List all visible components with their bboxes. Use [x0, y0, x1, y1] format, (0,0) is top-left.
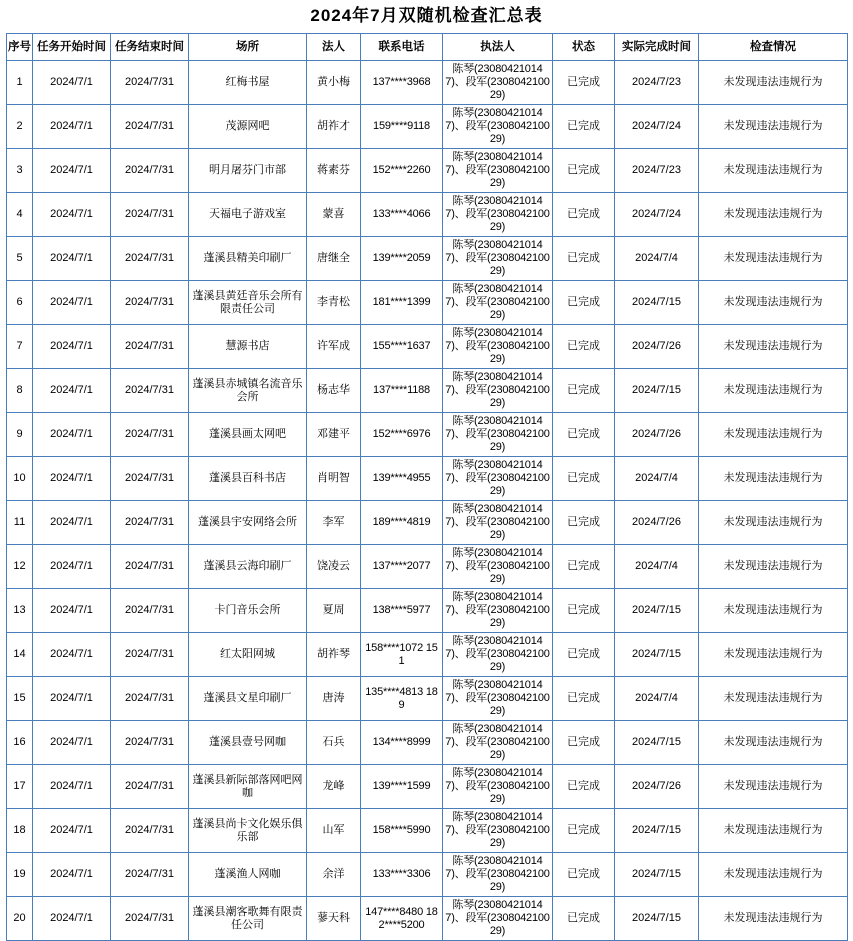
- cell-officer: 陈琴(230804210147)、段军(230804210029): [443, 721, 553, 765]
- table-row: [7, 897, 848, 941]
- cell-finish-time: 2024/7/23: [615, 149, 699, 193]
- cell-start-time: 2024/7/1: [33, 149, 111, 193]
- cell-phone: 155****1637: [361, 325, 443, 369]
- table-row: [7, 149, 848, 193]
- cell-result: 未发现违法违规行为: [699, 633, 848, 677]
- column-header-place: 场所: [189, 34, 307, 61]
- cell-officer: 陈琴(230804210147)、段军(230804210029): [443, 105, 553, 149]
- cell-finish-time: 2024/7/15: [615, 809, 699, 853]
- cell-officer: 陈琴(230804210147)、段军(230804210029): [443, 237, 553, 281]
- cell-officer: 陈琴(230804210147)、段军(230804210029): [443, 369, 553, 413]
- cell-start-time: 2024/7/1: [33, 765, 111, 809]
- cell-place: 红太阳网城: [189, 633, 307, 677]
- cell-legal-person: 石兵: [307, 721, 361, 765]
- cell-place: 红梅书屋: [189, 61, 307, 105]
- cell-end-time: 2024/7/31: [111, 237, 189, 281]
- cell-start-time: 2024/7/1: [33, 105, 111, 149]
- column-header-finish: 实际完成时间: [615, 34, 699, 61]
- table-row: [7, 721, 848, 765]
- cell-legal-person: 杨志华: [307, 369, 361, 413]
- cell-finish-time: 2024/7/26: [615, 325, 699, 369]
- cell-officer: 陈琴(230804210147)、段军(230804210029): [443, 413, 553, 457]
- cell-status: 已完成: [553, 457, 615, 501]
- cell-status: 已完成: [553, 193, 615, 237]
- column-header-end: 任务结束时间: [111, 34, 189, 61]
- cell-end-time: 2024/7/31: [111, 633, 189, 677]
- column-header-phone: 联系电话: [361, 34, 443, 61]
- cell-result: 未发现违法违规行为: [699, 61, 848, 105]
- cell-legal-person: 胡祚才: [307, 105, 361, 149]
- cell-index: 10: [7, 457, 33, 501]
- cell-result: 未发现违法违规行为: [699, 545, 848, 589]
- cell-end-time: 2024/7/31: [111, 61, 189, 105]
- cell-phone: 139****1599: [361, 765, 443, 809]
- cell-finish-time: 2024/7/4: [615, 237, 699, 281]
- cell-index: 13: [7, 589, 33, 633]
- cell-end-time: 2024/7/31: [111, 765, 189, 809]
- cell-phone: 158****5990: [361, 809, 443, 853]
- cell-finish-time: 2024/7/26: [615, 413, 699, 457]
- cell-phone: 135****4813 189: [361, 677, 443, 721]
- cell-result: 未发现违法违规行为: [699, 369, 848, 413]
- cell-result: 未发现违法违规行为: [699, 193, 848, 237]
- table-body: [7, 61, 848, 941]
- cell-index: 16: [7, 721, 33, 765]
- table-row: [7, 193, 848, 237]
- cell-legal-person: 龙峰: [307, 765, 361, 809]
- cell-legal-person: 蓼天科: [307, 897, 361, 941]
- cell-legal-person: 饶凌云: [307, 545, 361, 589]
- cell-start-time: 2024/7/1: [33, 457, 111, 501]
- cell-officer: 陈琴(230804210147)、段军(230804210029): [443, 545, 553, 589]
- cell-status: 已完成: [553, 897, 615, 941]
- cell-finish-time: 2024/7/26: [615, 765, 699, 809]
- cell-legal-person: 蒋素芬: [307, 149, 361, 193]
- cell-place: 蓬溪县云海印刷厂: [189, 545, 307, 589]
- cell-officer: 陈琴(230804210147)、段军(230804210029): [443, 501, 553, 545]
- cell-result: 未发现违法违规行为: [699, 897, 848, 941]
- cell-finish-time: 2024/7/4: [615, 457, 699, 501]
- cell-place: 慧源书店: [189, 325, 307, 369]
- page-title: 2024年7月双随机检查汇总表: [310, 6, 543, 25]
- cell-place: 蓬溪县尚卡文化娱乐俱乐部: [189, 809, 307, 853]
- table-row: [7, 281, 848, 325]
- cell-result: 未发现违法违规行为: [699, 237, 848, 281]
- cell-result: 未发现违法违规行为: [699, 589, 848, 633]
- cell-start-time: 2024/7/1: [33, 545, 111, 589]
- cell-phone: 139****4955: [361, 457, 443, 501]
- cell-legal-person: 唐涛: [307, 677, 361, 721]
- cell-place: 蓬溪县精美印刷厂: [189, 237, 307, 281]
- cell-start-time: 2024/7/1: [33, 677, 111, 721]
- cell-result: 未发现违法违规行为: [699, 149, 848, 193]
- cell-end-time: 2024/7/31: [111, 853, 189, 897]
- cell-legal-person: 肖明智: [307, 457, 361, 501]
- cell-phone: 134****8999: [361, 721, 443, 765]
- cell-phone: 133****4066: [361, 193, 443, 237]
- cell-result: 未发现违法违规行为: [699, 677, 848, 721]
- table-row: [7, 413, 848, 457]
- cell-index: 1: [7, 61, 33, 105]
- cell-status: 已完成: [553, 677, 615, 721]
- column-header-result: 检查情况: [699, 34, 848, 61]
- cell-finish-time: 2024/7/15: [615, 281, 699, 325]
- cell-start-time: 2024/7/1: [33, 237, 111, 281]
- cell-result: 未发现违法违规行为: [699, 281, 848, 325]
- cell-end-time: 2024/7/31: [111, 149, 189, 193]
- cell-index: 4: [7, 193, 33, 237]
- cell-officer: 陈琴(230804210147)、段军(230804210029): [443, 193, 553, 237]
- cell-officer: 陈琴(230804210147)、段军(230804210029): [443, 61, 553, 105]
- cell-result: 未发现违法违规行为: [699, 853, 848, 897]
- cell-finish-time: 2024/7/15: [615, 853, 699, 897]
- cell-end-time: 2024/7/31: [111, 501, 189, 545]
- table-row: [7, 457, 848, 501]
- table-row: [7, 677, 848, 721]
- cell-phone: 133****3306: [361, 853, 443, 897]
- table-header-row: [7, 34, 848, 61]
- cell-end-time: 2024/7/31: [111, 193, 189, 237]
- cell-legal-person: 唐继全: [307, 237, 361, 281]
- cell-index: 2: [7, 105, 33, 149]
- cell-result: 未发现违法违规行为: [699, 457, 848, 501]
- cell-place: 蓬溪县宇安网络会所: [189, 501, 307, 545]
- cell-phone: 189****4819: [361, 501, 443, 545]
- cell-index: 7: [7, 325, 33, 369]
- table-row: [7, 105, 848, 149]
- cell-officer: 陈琴(230804210147)、段军(230804210029): [443, 765, 553, 809]
- cell-index: 18: [7, 809, 33, 853]
- table-row: [7, 369, 848, 413]
- cell-start-time: 2024/7/1: [33, 721, 111, 765]
- cell-place: 蓬溪县黄廷音乐会所有限责任公司: [189, 281, 307, 325]
- cell-place: 蓬溪县画太网吧: [189, 413, 307, 457]
- table-row: [7, 501, 848, 545]
- cell-legal-person: 蒙喜: [307, 193, 361, 237]
- cell-officer: 陈琴(230804210147)、段军(230804210029): [443, 897, 553, 941]
- inspection-summary-table: [6, 33, 848, 941]
- cell-legal-person: 余洋: [307, 853, 361, 897]
- cell-start-time: 2024/7/1: [33, 193, 111, 237]
- cell-phone: 138****5977: [361, 589, 443, 633]
- cell-status: 已完成: [553, 589, 615, 633]
- cell-status: 已完成: [553, 809, 615, 853]
- cell-phone: 181****1399: [361, 281, 443, 325]
- cell-place: 蓬溪渔人网咖: [189, 853, 307, 897]
- cell-officer: 陈琴(230804210147)、段军(230804210029): [443, 149, 553, 193]
- cell-index: 9: [7, 413, 33, 457]
- cell-end-time: 2024/7/31: [111, 325, 189, 369]
- cell-phone: 147****8480 182****5200: [361, 897, 443, 941]
- cell-start-time: 2024/7/1: [33, 61, 111, 105]
- cell-phone: 137****3968: [361, 61, 443, 105]
- cell-status: 已完成: [553, 325, 615, 369]
- cell-finish-time: 2024/7/23: [615, 61, 699, 105]
- cell-finish-time: 2024/7/15: [615, 721, 699, 765]
- cell-result: 未发现违法违规行为: [699, 413, 848, 457]
- cell-place: 蓬溪县潮客歌舞有限责任公司: [189, 897, 307, 941]
- cell-legal-person: 邓建平: [307, 413, 361, 457]
- cell-result: 未发现违法违规行为: [699, 765, 848, 809]
- cell-end-time: 2024/7/31: [111, 457, 189, 501]
- cell-index: 12: [7, 545, 33, 589]
- cell-place: 蓬溪县文星印刷厂: [189, 677, 307, 721]
- cell-legal-person: 山军: [307, 809, 361, 853]
- cell-index: 6: [7, 281, 33, 325]
- cell-index: 3: [7, 149, 33, 193]
- cell-finish-time: 2024/7/26: [615, 501, 699, 545]
- cell-start-time: 2024/7/1: [33, 589, 111, 633]
- column-header-index: 序号: [7, 34, 33, 61]
- cell-finish-time: 2024/7/15: [615, 633, 699, 677]
- cell-place: 卡门音乐会所: [189, 589, 307, 633]
- cell-result: 未发现违法违规行为: [699, 501, 848, 545]
- cell-place: 蓬溪县赤城镇名流音乐会所: [189, 369, 307, 413]
- column-header-officer: 执法人: [443, 34, 553, 61]
- cell-index: 17: [7, 765, 33, 809]
- cell-place: 蓬溪县壹号网咖: [189, 721, 307, 765]
- cell-phone: 152****2260: [361, 149, 443, 193]
- cell-status: 已完成: [553, 61, 615, 105]
- cell-end-time: 2024/7/31: [111, 809, 189, 853]
- cell-place: 明月屠芬门市部: [189, 149, 307, 193]
- cell-start-time: 2024/7/1: [33, 281, 111, 325]
- column-header-status: 状态: [553, 34, 615, 61]
- cell-legal-person: 夏周: [307, 589, 361, 633]
- cell-finish-time: 2024/7/24: [615, 105, 699, 149]
- cell-finish-time: 2024/7/15: [615, 897, 699, 941]
- cell-officer: 陈琴(230804210147)、段军(230804210029): [443, 853, 553, 897]
- cell-end-time: 2024/7/31: [111, 281, 189, 325]
- cell-start-time: 2024/7/1: [33, 369, 111, 413]
- cell-finish-time: 2024/7/24: [615, 193, 699, 237]
- cell-result: 未发现违法违规行为: [699, 809, 848, 853]
- cell-place: 蓬溪县百科书店: [189, 457, 307, 501]
- cell-index: 20: [7, 897, 33, 941]
- cell-status: 已完成: [553, 765, 615, 809]
- cell-status: 已完成: [553, 281, 615, 325]
- table-row: [7, 809, 848, 853]
- cell-finish-time: 2024/7/15: [615, 589, 699, 633]
- cell-place: 茂源网吧: [189, 105, 307, 149]
- cell-end-time: 2024/7/31: [111, 721, 189, 765]
- cell-phone: 152****6976: [361, 413, 443, 457]
- cell-phone: 137****2077: [361, 545, 443, 589]
- cell-legal-person: 李军: [307, 501, 361, 545]
- cell-finish-time: 2024/7/4: [615, 677, 699, 721]
- cell-index: 15: [7, 677, 33, 721]
- cell-index: 19: [7, 853, 33, 897]
- cell-officer: 陈琴(230804210147)、段军(230804210029): [443, 457, 553, 501]
- cell-finish-time: 2024/7/15: [615, 369, 699, 413]
- cell-end-time: 2024/7/31: [111, 677, 189, 721]
- cell-end-time: 2024/7/31: [111, 413, 189, 457]
- cell-status: 已完成: [553, 413, 615, 457]
- table-row: [7, 633, 848, 677]
- cell-officer: 陈琴(230804210147)、段军(230804210029): [443, 281, 553, 325]
- cell-phone: 158****1072 151: [361, 633, 443, 677]
- cell-status: 已完成: [553, 369, 615, 413]
- table-row: [7, 61, 848, 105]
- cell-status: 已完成: [553, 853, 615, 897]
- cell-status: 已完成: [553, 105, 615, 149]
- cell-phone: 159****9118: [361, 105, 443, 149]
- cell-start-time: 2024/7/1: [33, 633, 111, 677]
- cell-officer: 陈琴(230804210147)、段军(230804210029): [443, 809, 553, 853]
- cell-legal-person: 胡祚琴: [307, 633, 361, 677]
- cell-index: 8: [7, 369, 33, 413]
- table-row: [7, 325, 848, 369]
- cell-status: 已完成: [553, 633, 615, 677]
- cell-status: 已完成: [553, 149, 615, 193]
- cell-officer: 陈琴(230804210147)、段军(230804210029): [443, 677, 553, 721]
- cell-legal-person: 许军成: [307, 325, 361, 369]
- cell-start-time: 2024/7/1: [33, 897, 111, 941]
- cell-start-time: 2024/7/1: [33, 325, 111, 369]
- cell-officer: 陈琴(230804210147)、段军(230804210029): [443, 633, 553, 677]
- cell-index: 14: [7, 633, 33, 677]
- table-row: [7, 545, 848, 589]
- cell-status: 已完成: [553, 545, 615, 589]
- column-header-legal: 法人: [307, 34, 361, 61]
- cell-start-time: 2024/7/1: [33, 853, 111, 897]
- cell-place: 蓬溪县新际部落网吧网咖: [189, 765, 307, 809]
- cell-finish-time: 2024/7/4: [615, 545, 699, 589]
- cell-officer: 陈琴(230804210147)、段军(230804210029): [443, 589, 553, 633]
- cell-place: 天福电子游戏室: [189, 193, 307, 237]
- cell-end-time: 2024/7/31: [111, 369, 189, 413]
- cell-start-time: 2024/7/1: [33, 413, 111, 457]
- cell-officer: 陈琴(230804210147)、段军(230804210029): [443, 325, 553, 369]
- cell-result: 未发现违法违规行为: [699, 325, 848, 369]
- table-row: [7, 589, 848, 633]
- cell-start-time: 2024/7/1: [33, 501, 111, 545]
- cell-phone: 137****1188: [361, 369, 443, 413]
- cell-index: 11: [7, 501, 33, 545]
- cell-phone: 139****2059: [361, 237, 443, 281]
- cell-end-time: 2024/7/31: [111, 105, 189, 149]
- cell-status: 已完成: [553, 721, 615, 765]
- cell-legal-person: 黄小梅: [307, 61, 361, 105]
- cell-status: 已完成: [553, 237, 615, 281]
- cell-end-time: 2024/7/31: [111, 897, 189, 941]
- cell-status: 已完成: [553, 501, 615, 545]
- cell-result: 未发现违法违规行为: [699, 721, 848, 765]
- column-header-start: 任务开始时间: [33, 34, 111, 61]
- cell-end-time: 2024/7/31: [111, 545, 189, 589]
- cell-end-time: 2024/7/31: [111, 589, 189, 633]
- cell-start-time: 2024/7/1: [33, 809, 111, 853]
- table-row: [7, 765, 848, 809]
- table-row: [7, 237, 848, 281]
- cell-index: 5: [7, 237, 33, 281]
- cell-result: 未发现违法违规行为: [699, 105, 848, 149]
- table-row: [7, 853, 848, 897]
- cell-legal-person: 李青松: [307, 281, 361, 325]
